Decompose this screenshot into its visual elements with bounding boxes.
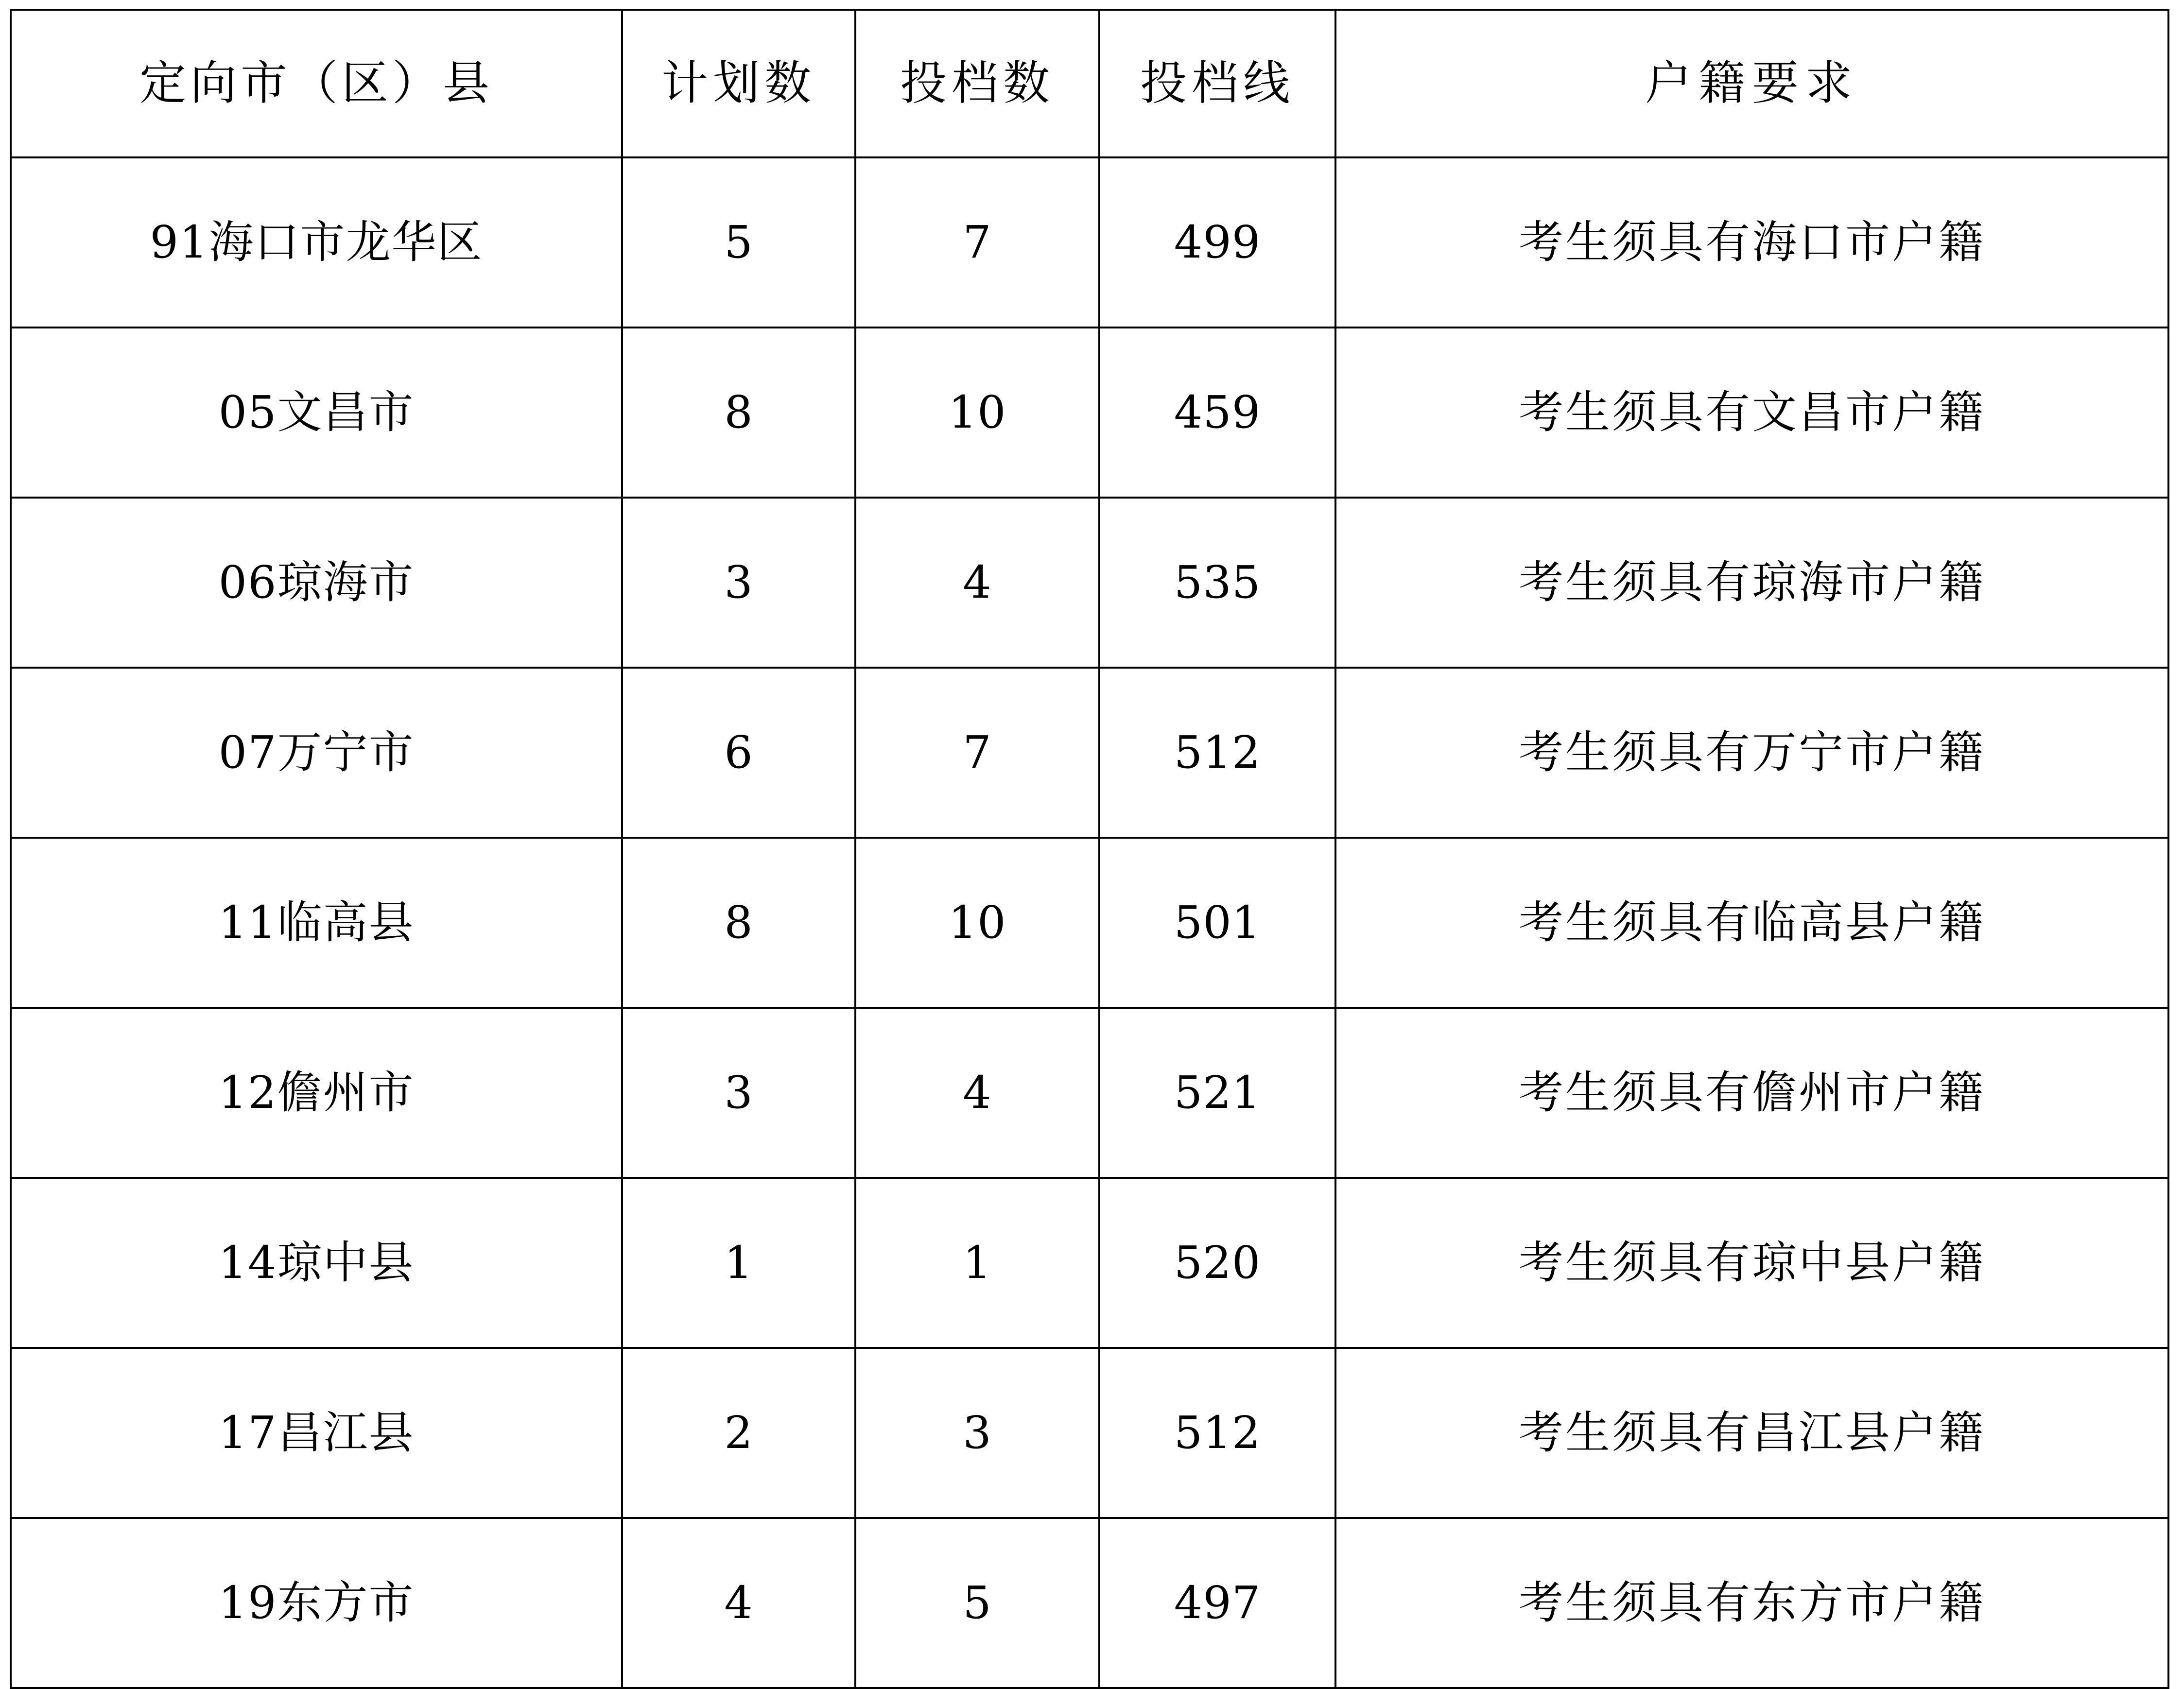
column-header-line: 投档线 bbox=[1099, 10, 1335, 157]
cell-region: 19东方市 bbox=[11, 1518, 622, 1688]
cell-line: 499 bbox=[1099, 157, 1335, 327]
cell-region: 07万宁市 bbox=[11, 668, 622, 838]
cell-applied: 7 bbox=[855, 157, 1099, 327]
document-page bbox=[0, 9, 2184, 1670]
cell-plan: 3 bbox=[622, 1008, 855, 1178]
cell-line: 520 bbox=[1099, 1178, 1335, 1348]
table-header-row bbox=[11, 10, 2168, 157]
column-header-applied: 投档数 bbox=[855, 10, 1099, 157]
table-row bbox=[11, 1348, 2168, 1518]
cell-plan: 4 bbox=[622, 1518, 855, 1688]
table-row bbox=[11, 1518, 2168, 1688]
column-header-plan: 计划数 bbox=[622, 10, 855, 157]
table-row bbox=[11, 668, 2168, 838]
cell-line: 521 bbox=[1099, 1008, 1335, 1178]
table-row bbox=[11, 157, 2168, 327]
cell-applied: 5 bbox=[855, 1518, 1099, 1688]
table-row bbox=[11, 498, 2168, 668]
cell-line: 512 bbox=[1099, 668, 1335, 838]
cell-plan: 8 bbox=[622, 327, 855, 498]
cell-applied: 7 bbox=[855, 668, 1099, 838]
table-header bbox=[11, 10, 2168, 157]
cell-applied: 4 bbox=[855, 1008, 1099, 1178]
cell-applied: 4 bbox=[855, 498, 1099, 668]
cell-region: 06琼海市 bbox=[11, 498, 622, 668]
column-header-region: 定向市（区）县 bbox=[11, 10, 622, 157]
cell-region: 11临高县 bbox=[11, 838, 622, 1008]
cell-requirement: 考生须具有临高县户籍 bbox=[1335, 838, 2168, 1008]
table-row bbox=[11, 327, 2168, 498]
cell-region: 12儋州市 bbox=[11, 1008, 622, 1178]
cell-requirement: 考生须具有海口市户籍 bbox=[1335, 157, 2168, 327]
cell-requirement: 考生须具有东方市户籍 bbox=[1335, 1518, 2168, 1688]
cell-region: 05文昌市 bbox=[11, 327, 622, 498]
cell-applied: 1 bbox=[855, 1178, 1099, 1348]
cell-region: 17昌江县 bbox=[11, 1348, 622, 1518]
cell-line: 497 bbox=[1099, 1518, 1335, 1688]
cell-plan: 8 bbox=[622, 838, 855, 1008]
cell-region: 91海口市龙华区 bbox=[11, 157, 622, 327]
cell-plan: 3 bbox=[622, 498, 855, 668]
table-body bbox=[11, 157, 2168, 1688]
cell-applied: 3 bbox=[855, 1348, 1099, 1518]
cell-line: 535 bbox=[1099, 498, 1335, 668]
cell-plan: 5 bbox=[622, 157, 855, 327]
cell-region: 14琼中县 bbox=[11, 1178, 622, 1348]
cell-applied: 10 bbox=[855, 327, 1099, 498]
cell-requirement: 考生须具有琼海市户籍 bbox=[1335, 498, 2168, 668]
cell-applied: 10 bbox=[855, 838, 1099, 1008]
cell-requirement: 考生须具有文昌市户籍 bbox=[1335, 327, 2168, 498]
cell-requirement: 考生须具有昌江县户籍 bbox=[1335, 1348, 2168, 1518]
admission-score-table bbox=[10, 9, 2169, 1689]
table-row bbox=[11, 1008, 2168, 1178]
cell-requirement: 考生须具有琼中县户籍 bbox=[1335, 1178, 2168, 1348]
cell-requirement: 考生须具有儋州市户籍 bbox=[1335, 1008, 2168, 1178]
column-header-requirement: 户籍要求 bbox=[1335, 10, 2168, 157]
table-row bbox=[11, 838, 2168, 1008]
cell-plan: 1 bbox=[622, 1178, 855, 1348]
cell-requirement: 考生须具有万宁市户籍 bbox=[1335, 668, 2168, 838]
cell-line: 459 bbox=[1099, 327, 1335, 498]
cell-line: 501 bbox=[1099, 838, 1335, 1008]
table-row bbox=[11, 1178, 2168, 1348]
cell-line: 512 bbox=[1099, 1348, 1335, 1518]
cell-plan: 6 bbox=[622, 668, 855, 838]
cell-plan: 2 bbox=[622, 1348, 855, 1518]
